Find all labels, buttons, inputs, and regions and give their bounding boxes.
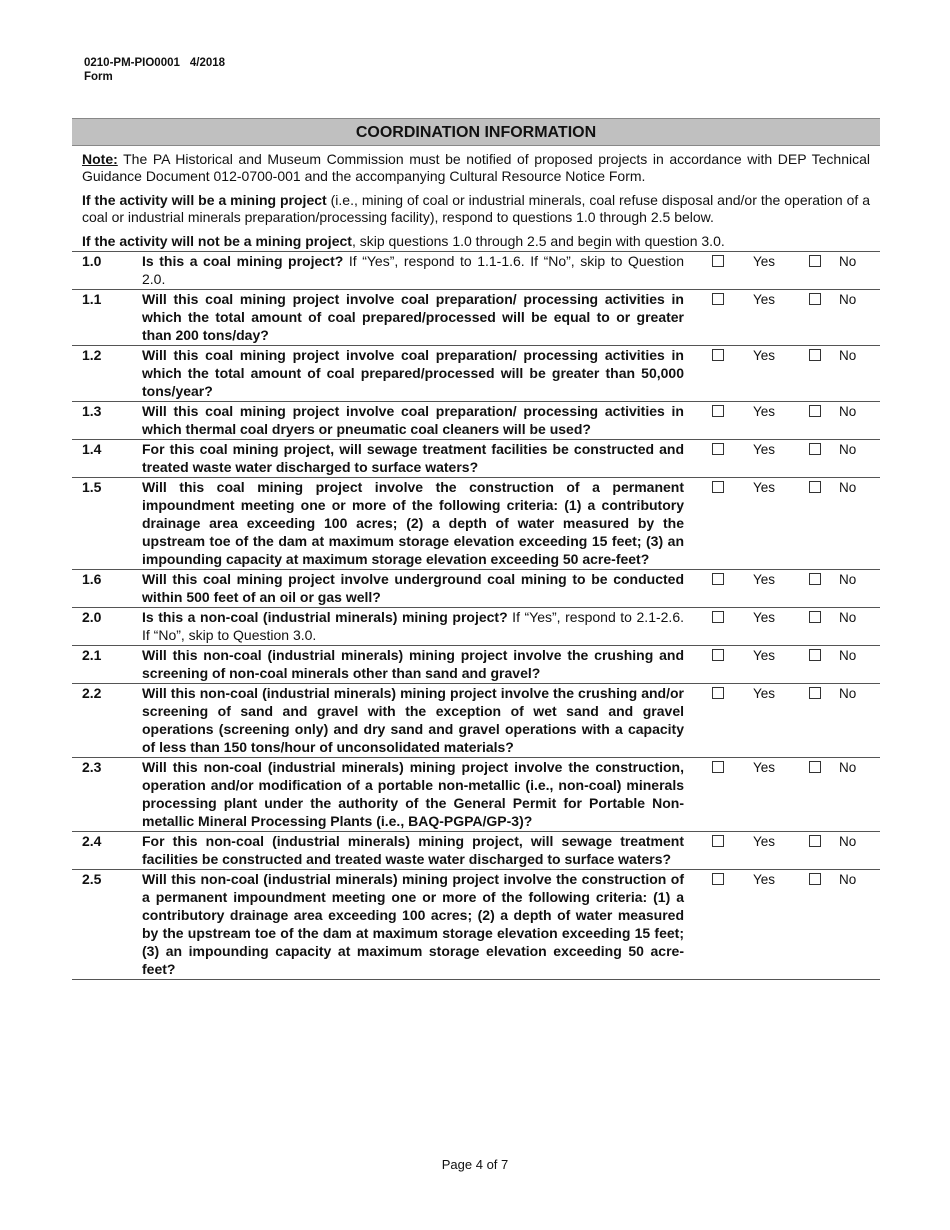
yes-label: Yes bbox=[752, 760, 776, 775]
question-row bbox=[72, 478, 880, 570]
question-row bbox=[72, 608, 880, 646]
answer-options bbox=[684, 870, 869, 979]
no-label: No bbox=[839, 648, 857, 663]
question-row bbox=[72, 402, 880, 440]
yes-label: Yes bbox=[752, 442, 776, 457]
answer-options bbox=[684, 440, 869, 477]
question-row bbox=[72, 646, 880, 684]
question-text: For this non-coal (industrial minerals) mining project, will sewage treatment facilities be constructed and treated waste water discharged to surface waters? bbox=[142, 833, 684, 867]
question-number: 2.3 bbox=[82, 759, 102, 775]
question-number: 1.0 bbox=[82, 253, 102, 269]
question-text: Will this non-coal (industrial minerals) mining project involve the construction of a permanent impoundment meeting one or more of the following criteria: (1) a contributory drainage area exceeding 100 acres; (2) a depth of water measured by the upstream toe of the dam at maximum storage elevation exceeding 15 feet; (3) an impounding capacity at maximum storage elevation exceeding 50 acre-feet? bbox=[142, 871, 684, 977]
no-checkbox[interactable] bbox=[809, 761, 821, 773]
section-title: COORDINATION INFORMATION bbox=[72, 118, 880, 146]
nonmining-instruction-bold: If the activity will not be a mining project bbox=[82, 233, 352, 249]
question-row bbox=[72, 570, 880, 608]
yes-label: Yes bbox=[752, 872, 776, 887]
no-label: No bbox=[839, 292, 857, 307]
no-checkbox[interactable] bbox=[809, 687, 821, 699]
question-lead: Is this a coal mining project? bbox=[142, 253, 344, 269]
form-header bbox=[84, 56, 225, 84]
question-number: 2.4 bbox=[82, 833, 102, 849]
nonmining-instruction-text: , skip questions 1.0 through 2.5 and begin with question 3.0. bbox=[351, 233, 725, 249]
question-text: For this coal mining project, will sewage treatment facilities be constructed and treated waste water discharged to surface waters? bbox=[142, 441, 684, 475]
yes-label: Yes bbox=[752, 348, 776, 363]
answer-options bbox=[684, 608, 869, 645]
question-row bbox=[72, 684, 880, 758]
yes-label: Yes bbox=[752, 572, 776, 587]
question-text: Will this non-coal (industrial minerals) mining project involve the crushing and/or screening of sand and gravel with the exception of wet sand and gravel operations (screening only) and dry sand and gravel operations with a capacity of less than 150 tons/hour of unconsolidated materials? bbox=[142, 685, 684, 755]
yes-checkbox[interactable] bbox=[712, 873, 724, 885]
yes-checkbox[interactable] bbox=[712, 443, 724, 455]
question-text: Will this non-coal (industrial minerals) mining project involve the crushing and screening of non-coal minerals other than sand and gravel? bbox=[142, 647, 684, 681]
question-text: Will this coal mining project involve coal preparation/ processing activities in which the total amount of coal prepared/processed will be greater than 50,000 tons/year? bbox=[142, 347, 684, 399]
note-label: Note: bbox=[82, 151, 118, 167]
no-checkbox[interactable] bbox=[809, 611, 821, 623]
no-label: No bbox=[839, 760, 857, 775]
no-checkbox[interactable] bbox=[809, 349, 821, 361]
yes-checkbox[interactable] bbox=[712, 835, 724, 847]
answer-options bbox=[684, 252, 869, 289]
question-rest: If “Yes”, respond to 1.1-1.6. If “No”, skip to Question 2.0. bbox=[142, 253, 684, 287]
yes-checkbox[interactable] bbox=[712, 405, 724, 417]
question-number: 1.2 bbox=[82, 347, 102, 363]
yes-checkbox[interactable] bbox=[712, 761, 724, 773]
question-row bbox=[72, 252, 880, 290]
question-number: 2.2 bbox=[82, 685, 102, 701]
no-label: No bbox=[839, 404, 857, 419]
question-lead: Is this a non-coal (industrial minerals) mining project? bbox=[142, 609, 508, 625]
no-label: No bbox=[839, 480, 857, 495]
no-checkbox[interactable] bbox=[809, 835, 821, 847]
no-checkbox[interactable] bbox=[809, 873, 821, 885]
answer-options bbox=[684, 570, 869, 607]
yes-checkbox[interactable] bbox=[712, 293, 724, 305]
question-row bbox=[72, 290, 880, 346]
yes-checkbox[interactable] bbox=[712, 649, 724, 661]
page-number: Page 4 of 7 bbox=[441, 1157, 509, 1172]
question-text: Will this coal mining project involve coal preparation/ processing activities in which the total amount of coal prepared/processed will be equal to or greater than 200 tons/day? bbox=[142, 291, 684, 343]
yes-label: Yes bbox=[752, 404, 776, 419]
yes-label: Yes bbox=[752, 480, 776, 495]
question-number: 2.1 bbox=[82, 647, 102, 663]
answer-options bbox=[684, 402, 869, 439]
question-row bbox=[72, 758, 880, 832]
mining-instruction bbox=[72, 192, 880, 226]
question-text bbox=[142, 608, 684, 645]
question-rest: If “Yes”, respond to 2.1-2.6. If “No”, skip to Question 3.0. bbox=[142, 609, 684, 643]
form-label: Form bbox=[84, 71, 113, 83]
question-number: 2.5 bbox=[82, 871, 102, 887]
no-label: No bbox=[839, 254, 857, 269]
question-number: 1.6 bbox=[82, 571, 102, 587]
yes-checkbox[interactable] bbox=[712, 573, 724, 585]
question-row bbox=[72, 440, 880, 478]
no-checkbox[interactable] bbox=[809, 649, 821, 661]
answer-options bbox=[684, 684, 869, 757]
answer-options bbox=[684, 290, 869, 345]
yes-checkbox[interactable] bbox=[712, 481, 724, 493]
yes-label: Yes bbox=[752, 292, 776, 307]
question-number: 2.0 bbox=[82, 609, 102, 625]
yes-label: Yes bbox=[752, 686, 776, 701]
answer-options bbox=[684, 832, 869, 869]
yes-checkbox[interactable] bbox=[712, 687, 724, 699]
yes-label: Yes bbox=[752, 648, 776, 663]
no-label: No bbox=[839, 348, 857, 363]
mining-instruction-text: (i.e., mining of coal or industrial minerals, coal refuse disposal and/or the operation of a coal or industrial minerals preparation/processing facility), respond to questions 1.0 through 2.5 below. bbox=[82, 192, 870, 225]
no-checkbox[interactable] bbox=[809, 293, 821, 305]
question-text bbox=[142, 252, 684, 289]
question-row bbox=[72, 870, 880, 980]
note-text: The PA Historical and Museum Commission must be notified of proposed projects in accordance with DEP Technical Guidance Document 012-0700-001 and the accompanying Cultural Resource Notice Form. bbox=[82, 151, 870, 184]
question-number: 1.4 bbox=[82, 441, 102, 457]
no-label: No bbox=[839, 872, 857, 887]
yes-checkbox[interactable] bbox=[712, 611, 724, 623]
coordination-section bbox=[72, 118, 880, 980]
no-label: No bbox=[839, 834, 857, 849]
question-row bbox=[72, 832, 880, 870]
yes-label: Yes bbox=[752, 834, 776, 849]
answer-options bbox=[684, 346, 869, 401]
no-label: No bbox=[839, 442, 857, 457]
answer-options bbox=[684, 646, 869, 683]
note-paragraph bbox=[72, 151, 880, 185]
question-table bbox=[72, 251, 880, 980]
question-number: 1.5 bbox=[82, 479, 102, 495]
question-text: Will this non-coal (industrial minerals) mining project involve the construction, operation and/or modification of a portable non-metallic (i.e., non-coal) minerals processing plant under the authority of the General Permit for Portable Non-metallic Mineral Processing Plants (i.e., BAQ-PGPA/GP-3)? bbox=[142, 759, 684, 829]
yes-checkbox[interactable] bbox=[712, 255, 724, 267]
yes-label: Yes bbox=[752, 254, 776, 269]
no-checkbox[interactable] bbox=[809, 573, 821, 585]
nonmining-instruction bbox=[72, 233, 880, 250]
answer-options bbox=[684, 478, 869, 569]
no-checkbox[interactable] bbox=[809, 255, 821, 267]
form-id: 0210-PM-PIO0001 bbox=[84, 57, 180, 69]
question-text: Will this coal mining project involve coal preparation/ processing activities in which thermal coal dryers or pneumatic coal cleaners will be used? bbox=[142, 403, 684, 437]
no-checkbox[interactable] bbox=[809, 481, 821, 493]
question-text: Will this coal mining project involve underground coal mining to be conducted within 500 feet of an oil or gas well? bbox=[142, 571, 684, 605]
question-row bbox=[72, 346, 880, 402]
form-date: 4/2018 bbox=[189, 57, 226, 69]
no-label: No bbox=[839, 686, 857, 701]
yes-label: Yes bbox=[752, 610, 776, 625]
no-label: No bbox=[839, 610, 857, 625]
yes-checkbox[interactable] bbox=[712, 349, 724, 361]
no-label: No bbox=[839, 572, 857, 587]
answer-options bbox=[684, 758, 869, 831]
mining-instruction-bold: If the activity will be a mining project bbox=[82, 192, 327, 208]
question-text: Will this coal mining project involve the construction of a permanent impoundment meeting one or more of the following criteria: (1) a contributory drainage area exceeding 100 acres; (2) a depth of water measured by the upstream toe of the dam at maximum storage elevation exceeding 15 feet; (3) an impounding capacity at maximum storage elevation exceeding 50 acre-feet? bbox=[142, 479, 684, 567]
no-checkbox[interactable] bbox=[809, 443, 821, 455]
question-number: 1.3 bbox=[82, 403, 102, 419]
no-checkbox[interactable] bbox=[809, 405, 821, 417]
question-number: 1.1 bbox=[82, 291, 102, 307]
